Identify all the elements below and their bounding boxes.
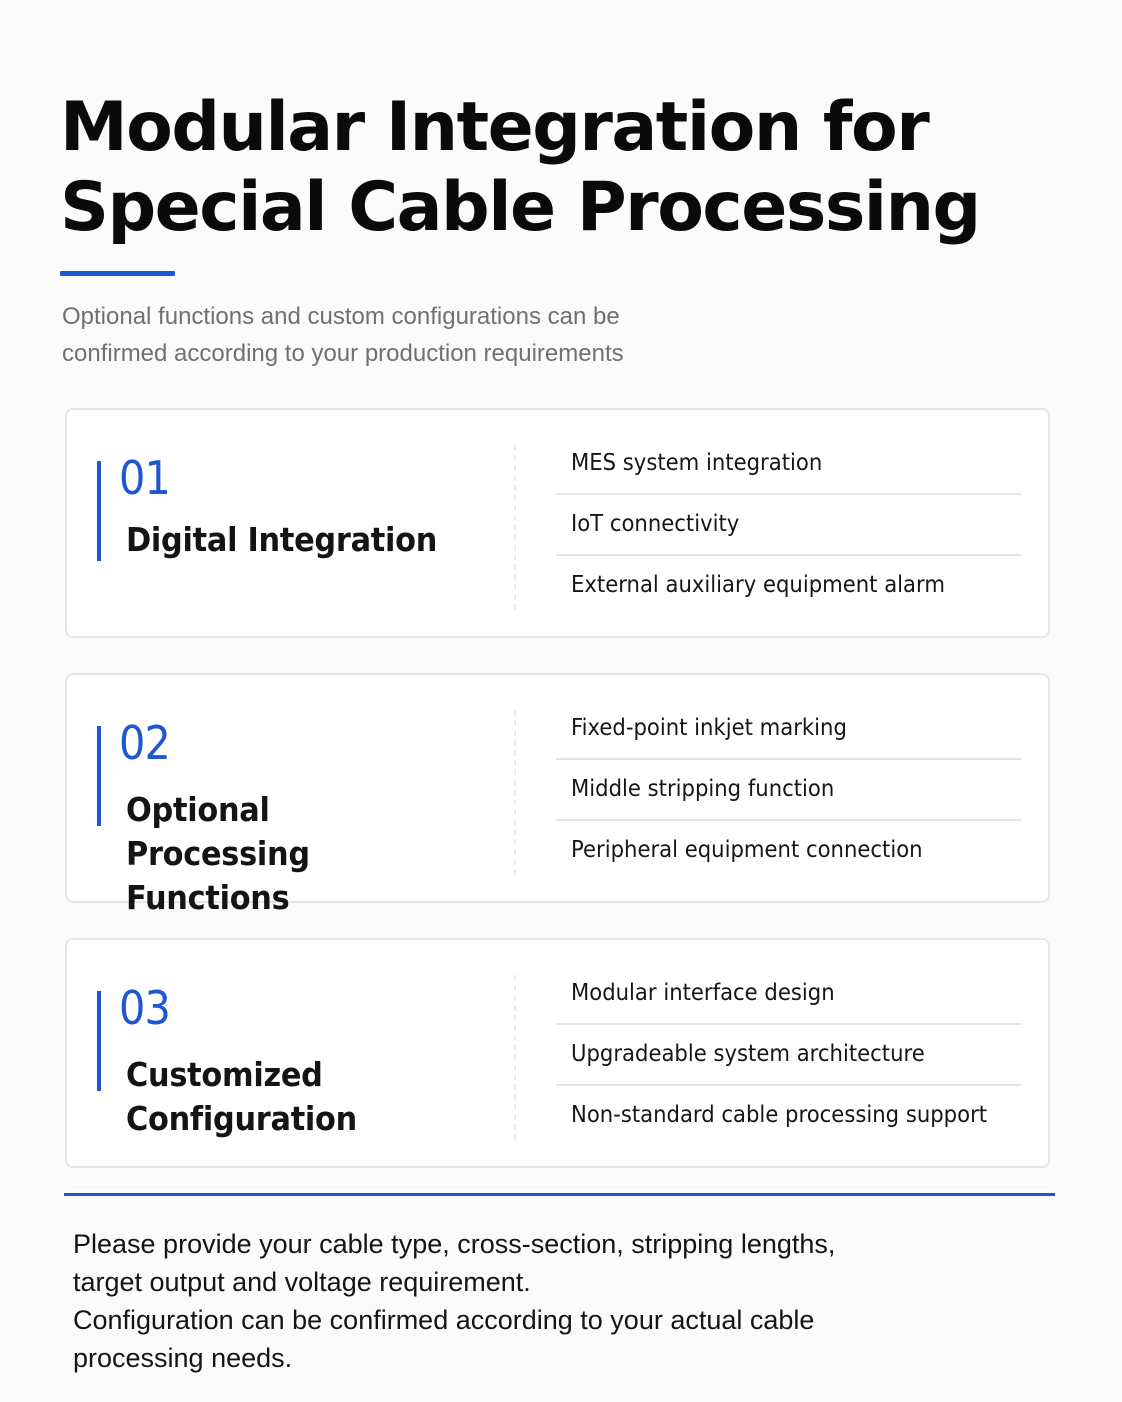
subtitle-line-1: Optional functions and custom configurations can be: [62, 303, 620, 330]
page-subtitle: [62, 298, 702, 372]
card-accent-bar: [97, 726, 101, 826]
card-accent-bar: [97, 991, 101, 1091]
footer-divider: [64, 1193, 1055, 1196]
feature-item: Non-standard cable processing support: [571, 1102, 988, 1128]
card-divider: [514, 975, 516, 1140]
card-heading: Digital Integration: [126, 520, 438, 559]
feature-card-digital-integration: [65, 408, 1050, 638]
feature-item: Fixed-point inkjet marking: [556, 699, 1021, 760]
card-heading: Optional Processing Functions: [126, 790, 310, 917]
feature-item: MES system integration: [556, 434, 1021, 495]
card-accent-bar: [97, 461, 101, 561]
card-number: 02: [119, 716, 170, 770]
feature-item: Peripheral equipment connection: [571, 837, 923, 863]
page-title: [60, 88, 1060, 248]
feature-item: External auxiliary equipment alarm: [571, 572, 945, 598]
feature-item: Modular interface design: [556, 964, 1021, 1025]
title-line-2: Special Cable Processing: [60, 168, 980, 247]
note-line: target output and voltage requirement.: [73, 1267, 531, 1297]
card-feature-list: [556, 699, 1021, 882]
card-feature-list: [556, 964, 1021, 1147]
card-number: 03: [119, 981, 170, 1035]
title-accent-bar: [60, 271, 175, 276]
card-heading: Customized Configuration: [126, 1055, 357, 1138]
feature-card-optional-processing: [65, 673, 1050, 917]
note-line: Configuration can be confirmed according to your actual cable: [73, 1305, 815, 1335]
title-line-1: Modular Integration for: [60, 88, 929, 167]
feature-item: Upgradeable system architecture: [556, 1025, 1021, 1086]
note-line: processing needs.: [73, 1343, 293, 1373]
requirements-note: [73, 1225, 893, 1377]
feature-item: IoT connectivity: [556, 495, 1021, 556]
note-line: Please provide your cable type, cross-section, stripping lengths,: [73, 1229, 836, 1259]
feature-item: Middle stripping function: [556, 760, 1021, 821]
card-number: 01: [119, 451, 170, 505]
card-feature-list: [556, 434, 1021, 617]
card-divider: [514, 445, 516, 610]
feature-card-customized-configuration: [65, 938, 1050, 1168]
subtitle-line-2: confirmed according to your production requirements: [62, 340, 624, 367]
card-divider: [514, 710, 516, 875]
